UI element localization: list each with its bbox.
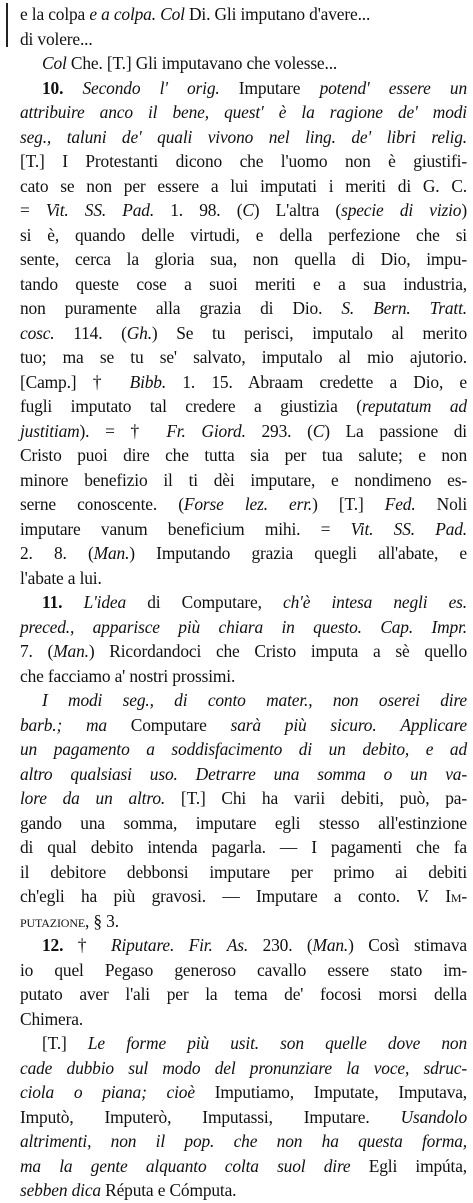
text-line [20,811,467,836]
text-line [20,198,467,223]
text-segment: 7. ( [20,641,54,661]
text-segment: 293. ( [245,420,313,441]
text-segment: Man. [312,935,349,955]
text-segment: Chimera. [20,1008,84,1029]
text-segment: L'idea [83,592,127,612]
margin-bar [6,3,8,47]
text-segment: Riputare. [110,935,175,955]
text-segment: Applicare [400,714,468,735]
text-segment: serne conoscente. ( [20,494,184,514]
text-segment: Di. Gli imputano d'avere... [184,4,371,24]
text-segment: Noli [415,494,468,514]
text-line [20,566,467,591]
text-line [20,149,467,174]
text-line [20,27,467,52]
text-segment: e la colpa [20,4,90,24]
text-segment: non puramente alla grazia di Dio. [20,298,342,318]
text-segment: cato se non per essere a lui imputati i meriti di G. C. [20,175,467,196]
text-segment: putazione [20,910,86,931]
text-segment: ) La passione di [324,420,467,441]
text-line [20,737,467,762]
text-segment: Computare [106,714,231,735]
text-line [20,272,467,297]
text-segment: cosc. [20,322,55,343]
text-segment: 114. ( [54,322,127,343]
text-segment: Bibb. [129,371,167,392]
text-line [20,394,467,419]
text-segment [174,935,188,955]
text-line [20,517,467,542]
text-line [20,933,467,958]
text-segment: fugli imputato tal credere a giustizia ( [20,396,362,416]
text-segment: 2. 8. ( [20,543,94,563]
text-line [20,639,467,664]
text-segment: Réputa e Cómputa. [100,1180,237,1200]
text-line [20,2,467,27]
text-line [20,909,467,934]
text-segment: minore benefizio il ti dèi imputare, e nondimeno es- [20,469,467,490]
text-line [20,76,467,101]
text-segment: sente, cerca la gloria sua, non quella di Dio, impu- [20,249,467,269]
text-segment [62,592,83,612]
text-line [20,1129,467,1154]
text-segment: imputare vanum beneficium mihi. = [20,518,351,539]
text-line [20,860,467,885]
text-line [20,786,467,811]
text-segment: I modi seg., di conto mater., non oserei dire [42,690,467,710]
text-segment: preced., apparisce più chiara in questo. [20,616,362,637]
text-segment: barb.; ma [20,714,107,735]
text-line [20,1007,467,1032]
text-line [20,100,467,125]
text-segment: [Camp.] † [20,371,130,392]
text-segment: Imputiamo, Imputate, Imputava, [194,1082,468,1102]
text-line [20,443,467,468]
text-segment: [T.] Chi ha varii debiti, può, pa- [165,788,468,808]
text-segment: altrimenti, non il pop. che non ha questa forma, [20,1131,467,1151]
text-line [20,296,467,321]
text-segment: il debitore debbonsi imputare per primo ai debiti [20,861,467,882]
text-segment: 12. [42,935,64,955]
text-segment: putato aver l'ali per la tema de' focosi morsi della [20,984,467,1004]
text-segment: 10. [42,77,64,98]
text-segment: ciola o piana; cioè [20,1082,195,1102]
text-segment: e a colpa. [89,4,156,24]
text-segment: ch'egli ha più gravosi. — Imputare a conto. [20,886,417,906]
text-line [20,1178,467,1203]
text-line [20,590,467,615]
text-segment: altro qualsiasi uso. Detrarre una somma o un va- [20,763,467,784]
text-segment: Egli impúta, [350,1155,468,1176]
text-segment [362,617,380,637]
text-segment [377,715,401,735]
text-line [20,223,467,248]
text-segment [429,886,445,906]
text-line [20,664,467,689]
text-line [20,982,467,1007]
text-segment: Secondo l' orig. [82,77,220,98]
text-segment: = [20,200,46,220]
text-segment: si è, quando delle virtudi, e della perfezione che si [20,224,467,245]
text-line [20,321,467,346]
text-line [20,884,467,909]
text-line [20,125,467,150]
text-segment: [T.] [42,1033,88,1053]
text-line [20,713,467,738]
text-segment: Cap. Impr. [380,616,467,637]
text-segment: Fr. Giord. [166,420,246,441]
text-line [20,688,467,713]
text-segment: Cristo puoi dire che tutta sia per tua salute; e non [20,445,467,465]
text-line [20,1056,467,1081]
text-segment: C [312,420,325,441]
text-segment: sarà più sicuro. [230,714,377,735]
text-segment: reputatum ad [361,396,467,416]
text-segment [63,78,82,98]
text-segment: Imputare [219,77,320,98]
text-line [20,835,467,860]
text-segment: , § 3. [85,910,119,931]
text-segment: Imputò, Imputerò, Imputassi, Imputare. [20,1106,401,1127]
text-segment: io quel Pegaso generoso cavallo essere stato im- [20,959,467,980]
text-segment: attribuire anco il bene, quest' è la ragione de' modi [20,102,467,122]
text-line [20,958,467,983]
text-segment: specie di vizio [341,200,462,220]
text-segment: ch'è intesa negli es. [283,592,467,612]
text-segment: 1. 15. Abraam credette a Dio, e [166,371,467,392]
dictionary-entry-text [20,2,467,1203]
text-line [20,247,467,272]
text-line [20,1080,467,1105]
text-segment: sebben dica [20,1180,101,1200]
text-segment: Fed. [384,494,416,514]
text-segment: un pagamento a soddisfacimento di un debito, e ad [20,739,467,759]
text-segment: Vit. SS. Pad. [45,200,155,220]
text-segment: justitiam [20,420,80,441]
text-segment: Col [160,4,185,24]
text-segment: ) Imputando grazia quegli all'abate, e [129,543,467,563]
text-segment: [T.] I Protestanti dicono che l'uomo non è giustifi- [20,151,467,171]
text-segment: seg., taluni de' quali vivono nel ling. de' libri relig. [20,126,467,147]
text-line [20,468,467,493]
text-segment: ma la gente alquanto colta suol dire [20,1155,351,1176]
text-segment: Usandolo [400,1106,467,1127]
text-segment: C [242,200,254,220]
text-segment: che facciamo a' nostri prossimi. [20,665,236,686]
text-line [20,492,467,517]
text-segment: ) Così stimava [348,935,467,955]
text-line [20,1105,467,1130]
text-line [20,345,467,370]
text-segment: V. [416,886,429,906]
text-segment: ) [461,200,468,220]
text-segment: Man. [53,641,89,661]
text-segment: 1. 98. ( [154,200,243,220]
text-segment: S. Bern. Tratt. [341,298,467,318]
text-segment: tuo; ma se tu se' salvato, imputalo al mio ajutorio. [20,347,467,367]
text-segment: Col [42,53,67,73]
text-segment: di Computare, [126,592,284,612]
text-segment: Gh. [126,322,152,343]
text-segment: Le forme più usit. son quelle dove non [87,1033,467,1053]
text-segment: di qual debito intenda pagarla. — I pagamenti che fa [20,837,467,857]
text-line [20,762,467,787]
text-segment: cade dubbio sul modo del pronunziare la voce, sdruc- [20,1057,467,1078]
text-segment: l'abate a lui. [20,567,102,588]
text-line [20,1031,467,1056]
text-segment: Fir. As. [188,935,249,955]
text-line [20,615,467,640]
text-segment: Vit. SS. Pad. [350,518,467,539]
text-segment: = † [89,420,167,441]
text-line [20,541,467,566]
text-segment: ) L'altra ( [253,200,342,220]
text-line [20,51,467,76]
text-line [20,174,467,199]
text-line [20,1154,467,1179]
text-segment: potend' essere un [319,77,467,98]
text-line [20,370,467,395]
text-segment: gando una somma, imputare egli stesso all'estinzione [20,812,467,833]
text-segment: 11. [42,592,63,612]
text-segment: Che. [T.] Gli imputavano che volesse... [66,53,338,73]
text-segment: ). [79,420,90,441]
text-segment: ) [T.] [312,494,385,514]
text-line [20,419,467,444]
text-segment: Man. [93,543,130,563]
text-segment: 230. ( [248,935,313,955]
text-segment: Im- [445,886,467,906]
text-segment: ) Ricordandoci che Cristo imputa a sè quello [88,641,467,661]
text-segment: ) Se tu perisci, imputalo al merito [151,322,467,343]
text-segment: lore da un altro. [20,788,166,808]
text-segment: di volere... [20,28,93,49]
text-segment: † [63,935,111,955]
text-segment: Forse lez. err. [183,494,313,514]
text-segment: tando queste cose a suoi meriti e a sua industria, [20,273,467,294]
